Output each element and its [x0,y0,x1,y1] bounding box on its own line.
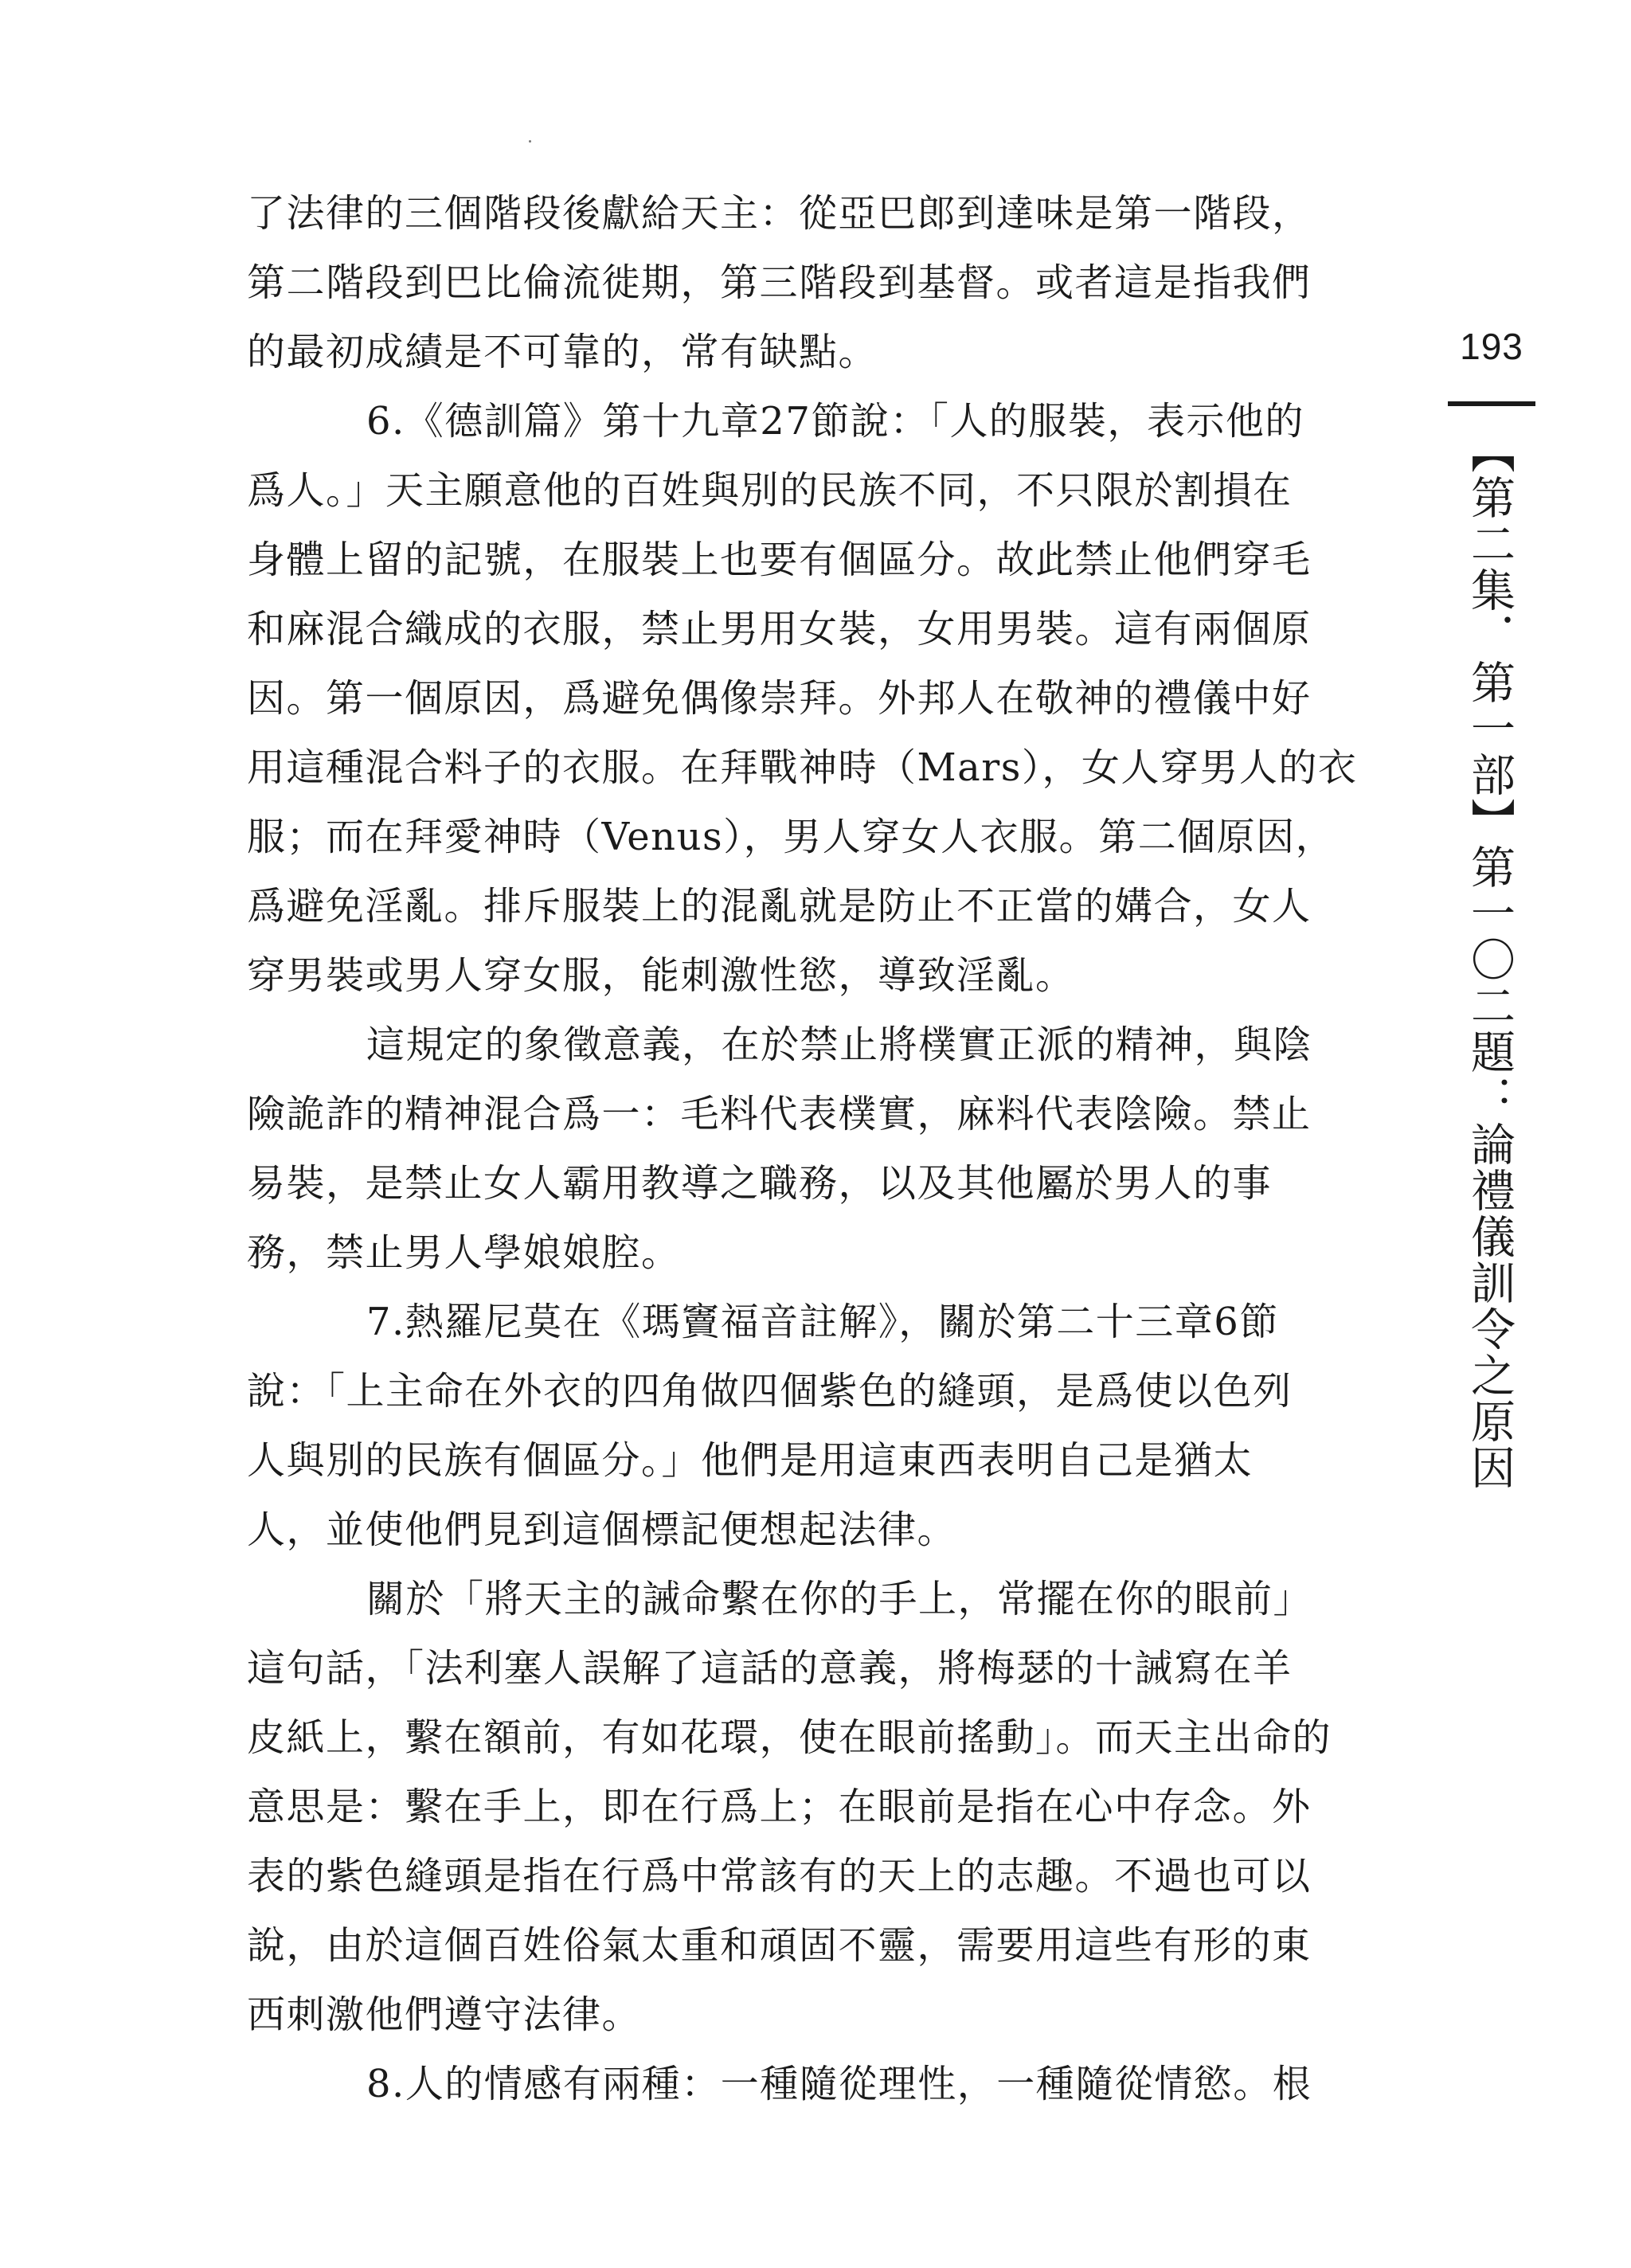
text-line: 西刺激他們遵守法律。 [247,1992,642,2037]
text-line: 務，禁止男人學娘娘腔。 [247,1230,681,1275]
text-line: 因。第一個原因，爲避免偶像崇拜。外邦人在敬神的禮儀中好 [247,676,1312,721]
body-text [247,179,1402,2119]
text-line: 表的紫色縫頭是指在行爲中常該有的天上的志趣。不過也可以 [247,1854,1312,1898]
text-line: 人與別的民族有個區分。」他們是用這東西表明自己是猶太 [247,1438,1254,1483]
text-line: 人，並使他們見到這個標記便想起法律。 [247,1507,957,1552]
text-line: 和麻混合織成的衣服，禁止男用女裝，女用男裝。這有兩個原 [247,607,1312,651]
text-line: 了法律的三個階段後獻給天主：從亞巴郎到達味是第一階段， [247,191,1312,236]
text-line: 說：「上主命在外衣的四角做四個紫色的縫頭，是爲使以色列 [247,1369,1293,1414]
header-rule [1448,401,1535,406]
page-number: 193 [1460,326,1523,367]
text-line: 險詭詐的精神混合爲一：毛料代表樸實，麻料代表陰險。禁止 [247,1092,1312,1136]
paragraph-first-line: 7.熱羅尼莫在《瑪竇福音註解》，關於第二十三章6節 [366,1300,1279,1344]
text-line: 身體上留的記號，在服裝上也要有個區分。故此禁止他們穿毛 [247,538,1312,582]
text-line: 意思是：繫在手上，即在行爲上；在眼前是指在心中存念。外 [247,1785,1312,1829]
paragraph-first-line: 6.《德訓篇》第十九章27節說：「人的服裝，表示他的 [366,399,1304,444]
text-line: 服；而在拜愛神時（Venus），男人穿女人衣服。第二個原因， [247,815,1336,859]
text-line: 爲人。」天主願意他的百姓與別的民族不同，不只限於割損在 [247,468,1293,513]
text-line: 第二階段到巴比倫流徙期，第三階段到基督。或者這是指我們 [247,260,1312,305]
text-line: 說，由於這個百姓俗氣太重和頑固不靈，需要用這些有形的東 [247,1923,1312,1968]
paragraph-first-line: 關於「將天主的誡命繫在你的手上，常擺在你的眼前」 [366,1577,1313,1621]
text-line: 皮紙上，繫在額前，有如花環，使在眼前搖動」。而天主出命的 [247,1715,1332,1760]
text-line: 易裝，是禁止女人霸用教導之職務，以及其他屬於男人的事 [247,1161,1273,1206]
text-line: 爲避免淫亂。排斥服裝上的混亂就是防止不正當的媾合，女人 [247,884,1312,929]
text-line: 用這種混合料子的衣服。在拜戰神時（Mars），女人穿男人的衣 [247,745,1358,790]
paragraph-first-line: 8.人的情感有兩種：一種隨從理性，一種隨從情慾。根 [366,2062,1312,2106]
running-head: 【第二集．第一部】第一〇二題：論禮儀訓令之原因 [1464,428,1516,1491]
scan-speck [529,140,531,143]
text-line: 穿男裝或男人穿女服，能刺激性慾，導致淫亂。 [247,953,1075,998]
text-line: 的最初成績是不可靠的，常有缺點。 [247,330,878,374]
paragraph-first-line: 這規定的象徵意義，在於禁止將樸實正派的精神，與陰 [366,1023,1313,1067]
text-line: 這句話，「法利塞人誤解了這話的意義，將梅瑟的十誡寫在羊 [247,1646,1293,1691]
